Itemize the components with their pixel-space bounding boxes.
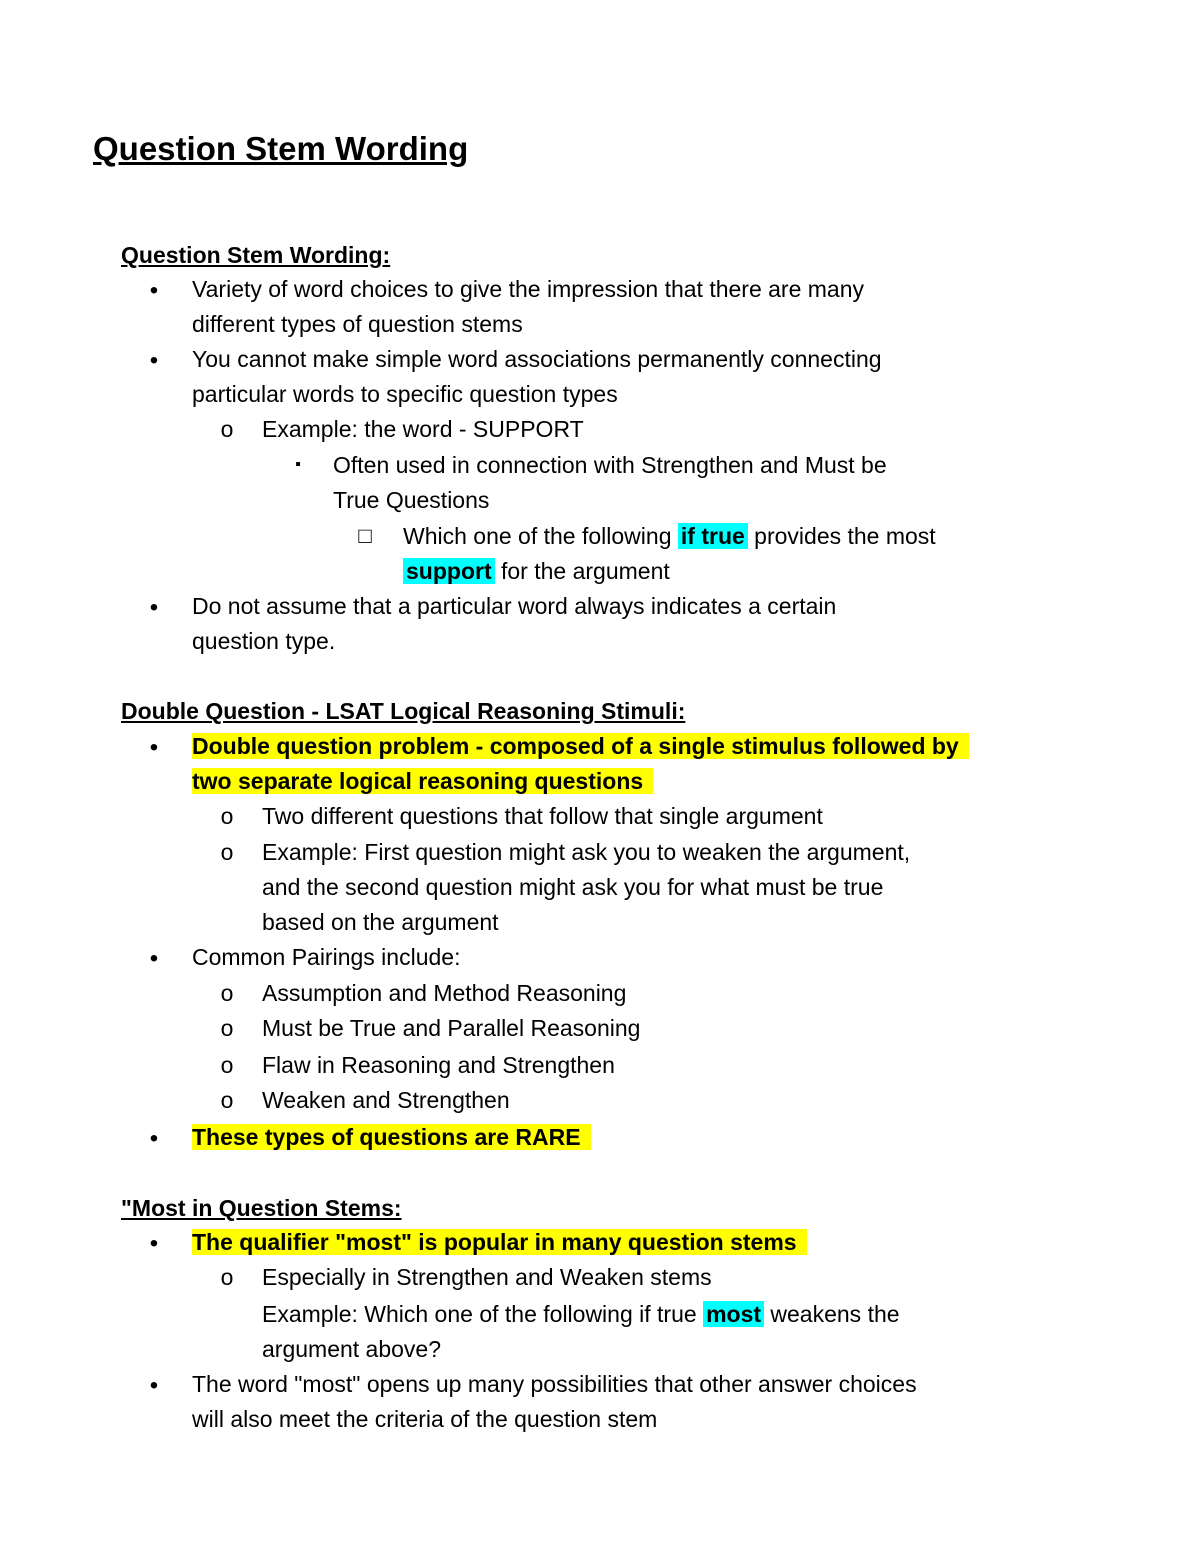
highlight-most: most (703, 1301, 764, 1327)
list-item: The word "most" opens up many possibilities that other answer choices (192, 1371, 917, 1397)
example-text: Example: Which one of the following if true (262, 1301, 704, 1327)
list-item-continuation: will also meet the criteria of the question stem (192, 1406, 658, 1432)
bullet-disc: • (149, 277, 159, 304)
bullet-box: □ (358, 523, 372, 548)
bullet-square: ▪ (295, 456, 301, 473)
highlight-support: support (403, 558, 495, 584)
list-item-continuation: different types of question stems (192, 311, 523, 337)
bullet-disc: • (149, 594, 159, 621)
bullet-disc: • (149, 347, 159, 374)
list-item: Do not assume that a particular word always indicates a certain (192, 593, 837, 619)
list-item-highlighted (192, 1227, 807, 1257)
bullet-circle: o (220, 1087, 234, 1113)
example-text: Which one of the following (403, 523, 678, 549)
example-text: weakens the (764, 1301, 900, 1327)
sub-list-item: Two different questions that follow that single argument (262, 803, 823, 829)
sub-list-item: Example: First question might ask you to weaken the argument, (262, 839, 911, 865)
bullet-circle: o (220, 980, 234, 1006)
highlight-yellow: These types of questions are RARE (192, 1124, 591, 1150)
list-item: You cannot make simple word associations permanently connecting (192, 346, 882, 372)
pairing-item: Flaw in Reasoning and Strengthen (262, 1052, 615, 1078)
example-line (262, 1299, 900, 1329)
pairing-item: Must be True and Parallel Reasoning (262, 1015, 641, 1041)
example-line-continuation (403, 556, 670, 586)
list-item-continuation: question type. (192, 628, 336, 654)
list-item-continuation: particular words to specific question types (192, 381, 618, 407)
bullet-disc: • (149, 1230, 159, 1257)
pairing-item: Assumption and Method Reasoning (262, 980, 627, 1006)
sub-sub-list-item-continuation: True Questions (333, 487, 490, 513)
list-item-highlighted (192, 731, 969, 761)
example-text: provides the most (747, 523, 936, 549)
highlight-if-true: if true (678, 523, 748, 549)
bullet-disc: • (149, 1125, 159, 1152)
bullet-circle: o (220, 1052, 234, 1078)
sub-list-item-continuation: based on the argument (262, 909, 499, 935)
example-text: for the argument (494, 558, 670, 584)
pairing-item: Weaken and Strengthen (262, 1087, 510, 1113)
bullet-disc: • (149, 945, 159, 972)
bullet-circle: o (220, 1264, 234, 1290)
example-line (403, 521, 936, 551)
page-title: Question Stem Wording (93, 130, 469, 167)
sub-list-item: Example: the word - SUPPORT (262, 416, 584, 442)
bullet-circle: o (220, 839, 234, 865)
bullet-disc: • (149, 734, 159, 761)
sub-list-item: Especially in Strengthen and Weaken stems (262, 1264, 712, 1290)
highlight-yellow: two separate logical reasoning questions (192, 768, 653, 794)
list-item: Variety of word choices to give the impression that there are many (192, 276, 865, 302)
bullet-circle: o (220, 803, 234, 829)
bullet-disc: • (149, 1372, 159, 1399)
list-item: Common Pairings include: (192, 944, 461, 970)
bullet-circle: o (220, 1015, 234, 1041)
example-line-continuation: argument above? (262, 1336, 442, 1362)
section-heading-question-stem-wording: Question Stem Wording: (121, 242, 391, 268)
sub-sub-list-item: Often used in connection with Strengthen and Must be (333, 452, 887, 478)
highlight-yellow: The qualifier "most" is popular in many question stems (192, 1229, 807, 1255)
sub-list-item-continuation: and the second question might ask you for what must be true (262, 874, 884, 900)
highlight-yellow: Double question problem - composed of a single stimulus followed by (192, 733, 969, 759)
bullet-circle: o (220, 416, 234, 442)
section-heading-double-question: Double Question - LSAT Logical Reasoning Stimuli: (121, 698, 686, 724)
list-item-highlighted (192, 1122, 591, 1152)
list-item-highlighted-continuation (192, 766, 653, 796)
section-heading-most-in-question-stems: "Most in Question Stems: (121, 1195, 402, 1221)
